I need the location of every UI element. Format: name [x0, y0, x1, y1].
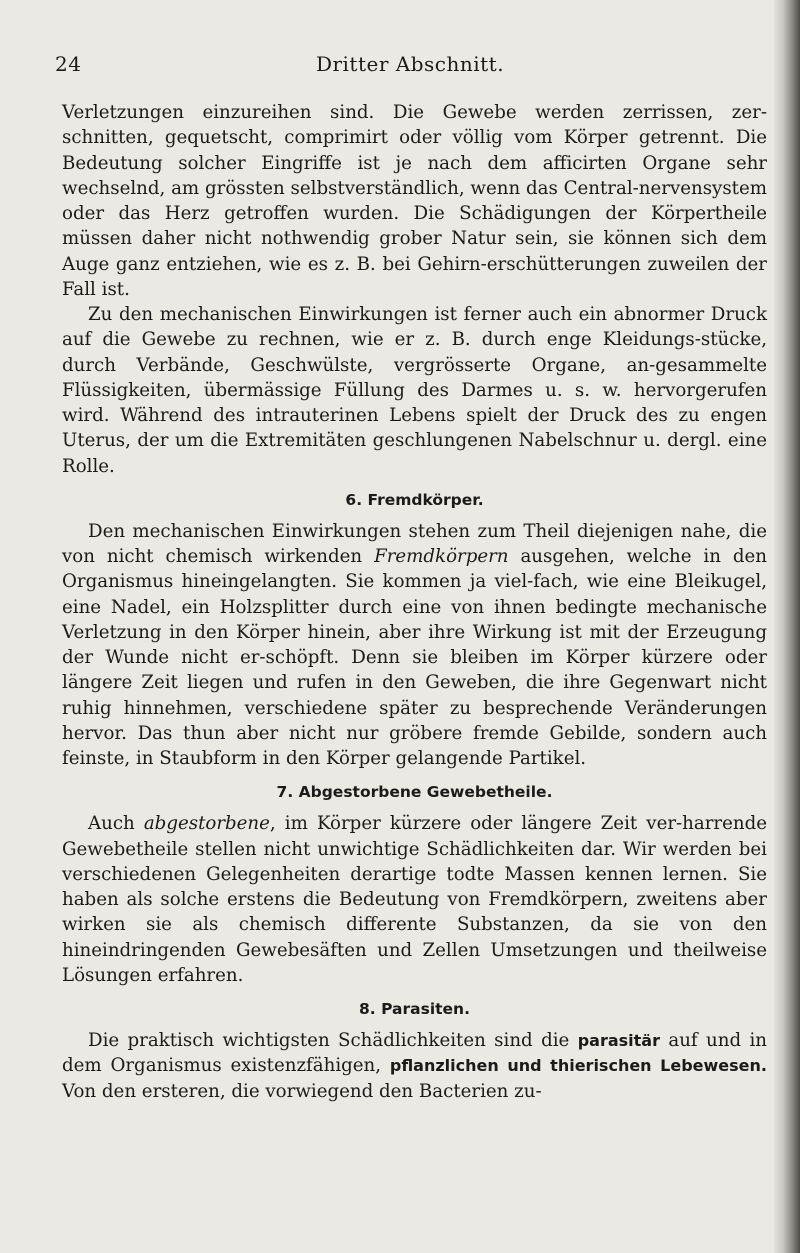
text-run: Von den ersteren, die vorwiegend den Bacterien zu-: [62, 1080, 542, 1102]
emphasis-term: abgestorbene: [143, 813, 270, 835]
page-number: 24: [55, 52, 82, 76]
text-run: Die praktisch wichtigsten Schädlichkeiten sind die: [88, 1030, 578, 1051]
text-run: Den mechanischen Einwirkungen stehen zum Theil diejenigen nahe, die von nicht chemisch wirkenden: [62, 520, 767, 567]
text-run: , im Körper kürzere oder längere Zeit ver-harrende Gewebetheile stellen nicht unwichtige Schädlichkeiten dar. Wir werden bei verschiedenen Gelegenheiten derartige todte Massen kennen lernen. Sie haben als solche erstens die Bedeutung von Fremdkörpern, zweitens aber wirken sie als chemisch differente Substanzen, da sie von den hineindringenden Gewebesäften und Zellen Umsetzungen und theilweise Lösungen erfahren.: [62, 813, 767, 986]
paragraph-foreign-bodies: [62, 519, 767, 772]
paragraph-dead-tissue: [62, 811, 767, 988]
paragraph-injuries: Verletzungen einzureihen sind. Die Gewebe werden zerrissen, zer-schnitten, gequetscht, comprimirt oder völlig vom Körper getrennt. Die Bedeutung solcher Eingriffe ist je nach dem afficirten Organe sehr wechselnd, am grössten selbstverständlich, wenn das Central-nervensystem oder das Herz getroffen wurden. Die Schädigungen der Körpertheile müssen daher nicht nothwendig grober Natur sein, sie können sich dem Auge ganz entziehen, wie es z. B. bei Gehirn-erschütterungen zuweilen der Fall ist.: [62, 102, 767, 300]
paragraph-parasites: [62, 1028, 767, 1104]
text-run: ausgehen, welche in den Organismus hineingelangten. Sie kommen ja viel-fach, wie eine Bleikugel, eine Nadel, ein Holzsplitter durch eine von ihnen bedingte mechanische Verletzung in den Körper hinein, aber ihre Wirkung ist mit der Erzeugung der Wunde nicht er-schöpft. Denn sie bleiben im Körper kürzere oder längere Zeit liegen und rufen in den Geweben, die ihre Gegenwart nicht ruhig hinnehmen, verschiedene später zu besprechende Veränderungen hervor. Das thun aber nicht nur gröbere fremde Gebilde, sondern auch feinste, in Staubform in den Körper gelangende Partikel.: [62, 546, 767, 769]
section-title-dead-tissue: 7. Abgestorbene Gewebetheile.: [276, 783, 553, 802]
bold-term: parasitär: [577, 1031, 660, 1050]
emphasis-term: Fremdkörpern: [374, 546, 509, 567]
running-head: [55, 52, 765, 82]
book-spine-shadow: [774, 0, 800, 1253]
paragraph-pressure: Zu den mechanischen Einwirkungen ist ferner auch ein abnormer Druck auf die Gewebe zu rechnen, wie er z. B. durch enge Kleidungs-stücke, durch Verbände, Geschwülste, vergrösserte Organe, an-gesammelte Flüssigkeiten, übermässige Füllung des Darmes u. s. w. hervorgerufen wird. Während des intrauterinen Lebens spielt der Druck des zu engen Uterus, der um die Extremitäten geschlungenen Nabelschnur u. dergl. eine Rolle.: [62, 304, 767, 477]
chapter-heading: Dritter Abschnitt.: [315, 52, 505, 76]
body-text: [62, 100, 767, 1104]
section-title-parasites: 8. Parasiten.: [359, 1000, 470, 1018]
section-title-foreign-bodies: 6. Fremdkörper.: [345, 490, 484, 509]
bold-term: pflanzlichen und thierischen Lebewesen.: [389, 1056, 767, 1076]
text-run: auf und in dem Organismus existenzfähigen,: [62, 1030, 768, 1077]
text-run: Auch: [88, 813, 144, 835]
